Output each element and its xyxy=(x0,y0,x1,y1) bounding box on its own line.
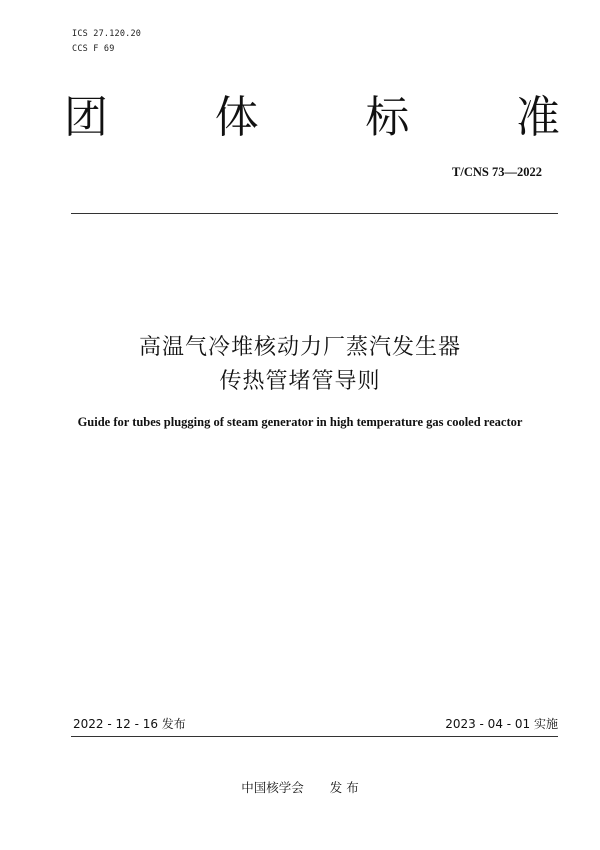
top-divider xyxy=(71,213,558,214)
publisher-line xyxy=(0,778,600,796)
chinese-title-line-2: 传热管堵管导则 xyxy=(219,369,381,394)
standard-type-char: 准 xyxy=(515,92,560,143)
issue-date: 2022 - 12 - 16 发布 xyxy=(73,717,186,731)
standard-number: T/CNS 73—2022 xyxy=(452,165,542,179)
chinese-title-line-1: 高温气冷堆核动力厂蒸汽发生器 xyxy=(138,335,461,360)
standard-type-char: 标 xyxy=(365,92,410,143)
publisher-action: 发 布 xyxy=(329,780,359,795)
english-title: Guide for tubes plugging of steam generator in high temperature gas cooled reactor xyxy=(77,415,523,429)
standard-type-char: 团 xyxy=(64,92,108,143)
standard-type-heading xyxy=(64,90,560,146)
implementation-date: 2023 - 04 - 01 实施 xyxy=(445,717,558,731)
standard-type-char: 体 xyxy=(214,92,259,143)
publisher-name: 中国核学会 xyxy=(241,780,304,795)
ccs-code: CCS F 69 xyxy=(72,44,115,54)
ics-code: ICS 27.120.20 xyxy=(72,29,142,39)
bottom-divider xyxy=(71,736,558,737)
